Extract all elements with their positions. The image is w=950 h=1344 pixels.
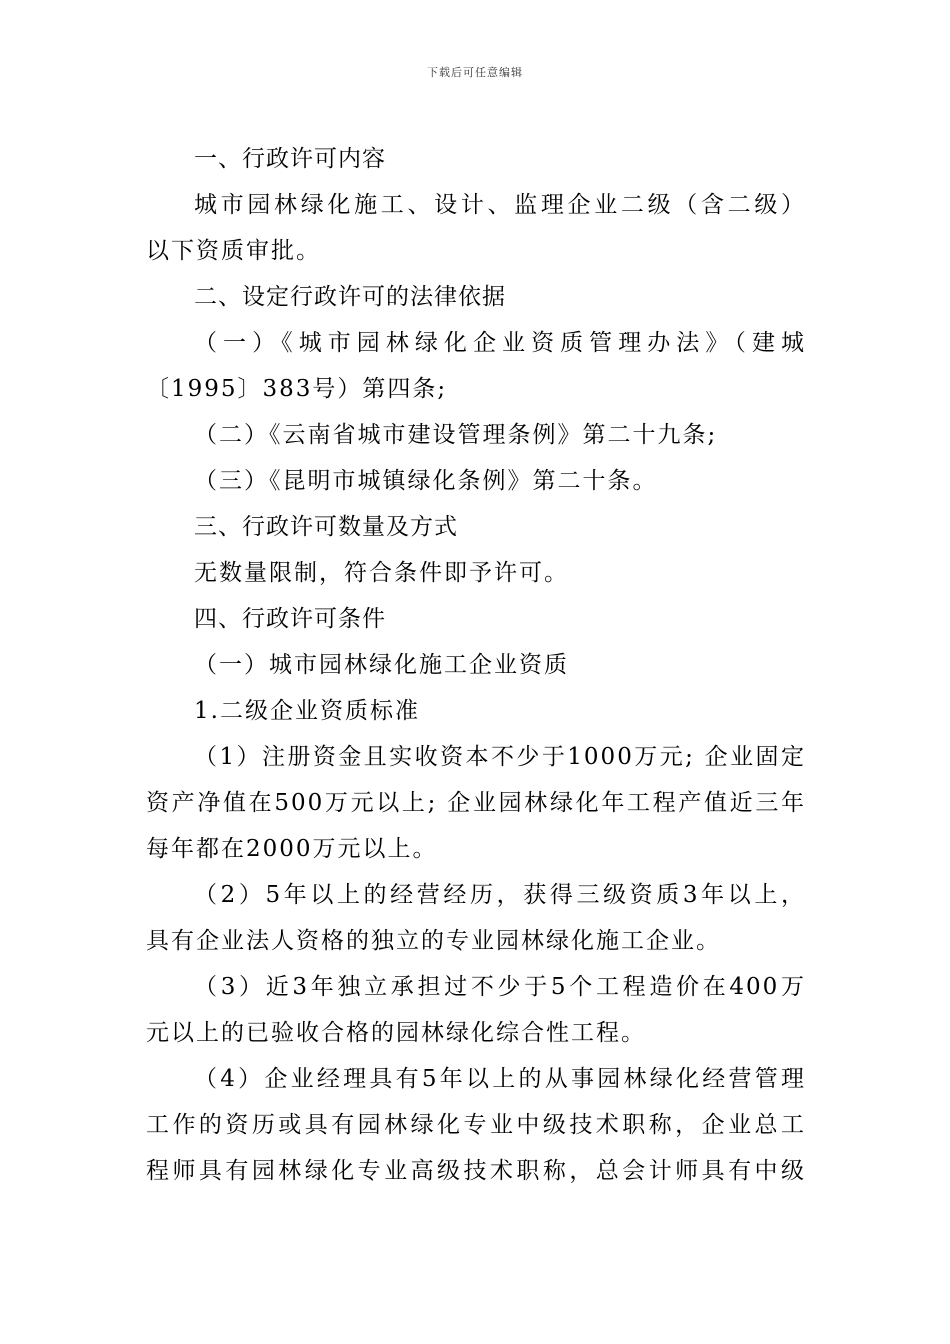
section-heading: 三、行政许可数量及方式 [194,514,458,540]
paragraph-line: 程师具有园林绿化专业高级技术职称，总会计师具有中级 [146,1158,806,1184]
section-heading: 四、行政许可条件 [194,606,386,632]
paragraph-line: （三）《昆明市城镇绿化条例》第二十条。 [194,468,658,494]
paragraph-line: 工作的资历或具有园林绿化专业中级技术职称，企业总工 [146,1112,806,1138]
paragraph-line: 1.二级企业资质标准 [194,698,420,724]
section-heading: 一、行政许可内容 [194,146,386,172]
paragraph-line: 具有企业法人资格的独立的专业园林绿化施工企业。 [146,928,721,954]
paragraph-line: （一）《城市园林绿化企业资质管理办法》（建城 [194,330,806,356]
paragraph-line: （3）近3年独立承担过不少于5个工程造价在400万 [194,974,806,1000]
paragraph-line: 〔1995〕383号）第四条; [146,376,448,402]
paragraph-line: 无数量限制，符合条件即予许可。 [194,560,569,586]
paragraph-line: （二）《云南省城市建设管理条例》第二十九条; [194,422,718,448]
paragraph-line: 每年都在2000万元以上。 [146,836,438,862]
paragraph-line: 元以上的已验收合格的园林绿化综合性工程。 [146,1020,646,1046]
document-body [146,136,806,1194]
paragraph-line: 城市园林绿化施工、设计、监理企业二级（含二级） [194,192,806,218]
paragraph-line: （4）企业经理具有5年以上的从事园林绿化经营管理 [194,1066,806,1092]
paragraph-line: （1）注册资金且实收资本不少于1000万元; 企业固定 [194,744,806,770]
paragraph-line: 以下资质审批。 [146,238,321,264]
section-heading: 二、设定行政许可的法律依据 [194,284,506,310]
paragraph-line: 资产净值在500万元以上; 企业园林绿化年工程产值近三年 [146,790,806,816]
paragraph-line: （2）5年以上的经营经历，获得三级资质3年以上， [194,882,806,908]
page-header: 下载后可任意编辑 [427,66,523,79]
paragraph-line: （一）城市园林绿化施工企业资质 [194,652,569,678]
